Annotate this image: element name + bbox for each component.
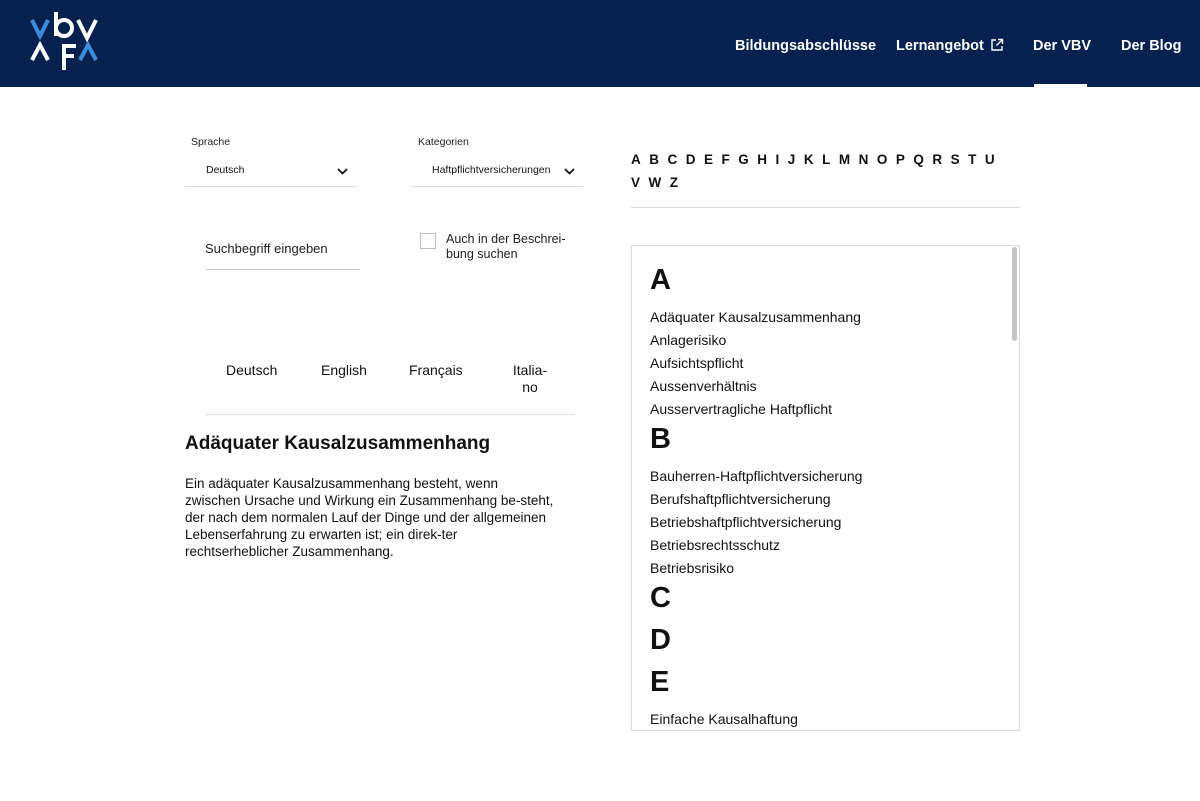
category-select-value: Haftpflichtversicherungen [432, 164, 551, 176]
tab-deutsch[interactable]: Deutsch [226, 362, 278, 378]
alphabet-letter-n[interactable]: N [858, 152, 869, 167]
alphabet-letter-k[interactable]: K [803, 152, 814, 167]
site-header [0, 0, 1200, 87]
glossary-item[interactable]: Einfache Kausalhaftung [650, 711, 798, 727]
alphabet-letter-c[interactable]: C [667, 152, 678, 167]
alphabet-letter-f[interactable]: F [721, 152, 730, 167]
glossary-list[interactable] [631, 245, 1020, 731]
search-description-checkbox[interactable] [420, 233, 436, 249]
alphabet-letter-d[interactable]: D [685, 152, 696, 167]
term-title: Adäquater Kausalzusammenhang [185, 433, 491, 454]
nav-active-indicator [1034, 84, 1087, 87]
nav-der-blog[interactable]: Der Blog [1121, 38, 1182, 54]
glossary-item[interactable]: Bauherren-Haftpflichtversicherung [650, 468, 863, 484]
alphabet-letter-p[interactable]: P [895, 152, 905, 167]
alphabet-letter-t[interactable]: T [968, 152, 977, 167]
term-definition: Ein adäquater Kausalzusammenhang besteht, wenn zwischen Ursache und Wirkung ein Zusammenhang be-steht, der nach dem normalen Lauf der Dinge und der allgemeinen Lebenserfahrung zu erwarten ist; ein direk-ter rechtserheblicher Zusammenhang. [185, 476, 554, 559]
tab-italiano[interactable]: Italia-no [512, 362, 548, 395]
tab-francais[interactable]: Français [409, 362, 463, 378]
alphabet-letter-l[interactable]: L [822, 152, 831, 167]
alphabet-letter-v[interactable]: V [631, 175, 641, 190]
language-select-value: Deutsch [206, 164, 245, 176]
language-select[interactable] [186, 146, 356, 187]
alphabet-letter-o[interactable]: O [876, 152, 888, 167]
glossary-letter-heading: B [650, 423, 671, 455]
glossary-item[interactable]: Ausservertragliche Haftpflicht [650, 401, 833, 417]
glossary-scrollbar[interactable] [1012, 247, 1017, 727]
alphabet-letter-b[interactable]: B [649, 152, 659, 167]
glossary-item[interactable]: Betriebsrisiko [650, 560, 735, 576]
scrollbar-thumb[interactable] [1012, 247, 1017, 341]
nav-bildungsabschluesse[interactable]: Bildungsabschlüsse [735, 38, 877, 54]
alphabet-divider [631, 207, 1020, 208]
search-description-label: Auch in der Beschrei-bung suchen [446, 232, 566, 261]
alphabet-letter-a[interactable]: A [631, 152, 641, 167]
chevron-down-icon [337, 168, 348, 175]
glossary-item[interactable]: Aussenverhältnis [650, 378, 757, 394]
alphabet-letter-m[interactable]: M [838, 152, 851, 167]
language-select-label: Sprache [191, 136, 231, 148]
glossary-letter-heading: D [650, 624, 671, 656]
glossary-item[interactable]: Betriebshaftpflichtversicherung [650, 514, 842, 530]
search-input[interactable] [205, 228, 360, 270]
alphabet-letter-g[interactable]: G [738, 152, 749, 167]
glossary-item[interactable]: Berufshaftpflichtversicherung [650, 491, 831, 507]
alphabet-letter-s[interactable]: S [950, 152, 960, 167]
vbv-afa-logo[interactable] [30, 12, 106, 74]
glossary-item[interactable]: Aufsichtspflicht [650, 355, 744, 371]
alphabet-letter-i[interactable]: I [775, 152, 780, 167]
external-link-icon [990, 38, 1004, 52]
alphabet-letter-h[interactable]: H [757, 152, 768, 167]
category-select[interactable] [412, 146, 582, 187]
category-select-label: Kategorien [418, 136, 469, 148]
alphabet-letter-e[interactable]: E [704, 152, 714, 167]
alphabet-letter-j[interactable]: J [787, 152, 796, 167]
nav-lernangebot[interactable] [896, 38, 1004, 54]
alphabet-letter-z[interactable]: Z [669, 175, 679, 190]
glossary-item[interactable]: Adäquater Kausalzusammenhang [650, 309, 861, 325]
tab-english[interactable]: English [321, 362, 367, 378]
alphabet-index [631, 152, 1011, 198]
nav-der-vbv[interactable]: Der VBV [1033, 38, 1092, 54]
glossary-item[interactable]: Anlagerisiko [650, 332, 727, 348]
nav-lernangebot-label: Lernangebot [896, 38, 984, 54]
glossary-letter-heading: C [650, 582, 671, 614]
glossary-letter-heading: A [650, 264, 671, 296]
alphabet-letter-r[interactable]: R [932, 152, 943, 167]
glossary-letter-heading: E [650, 666, 670, 698]
chevron-down-icon [564, 168, 575, 175]
alphabet-letter-w[interactable]: W [648, 175, 662, 190]
tabs-divider [205, 414, 575, 415]
alphabet-letter-q[interactable]: Q [913, 152, 924, 167]
glossary-item[interactable]: Betriebsrechtsschutz [650, 537, 780, 553]
alphabet-letter-u[interactable]: U [984, 152, 995, 167]
